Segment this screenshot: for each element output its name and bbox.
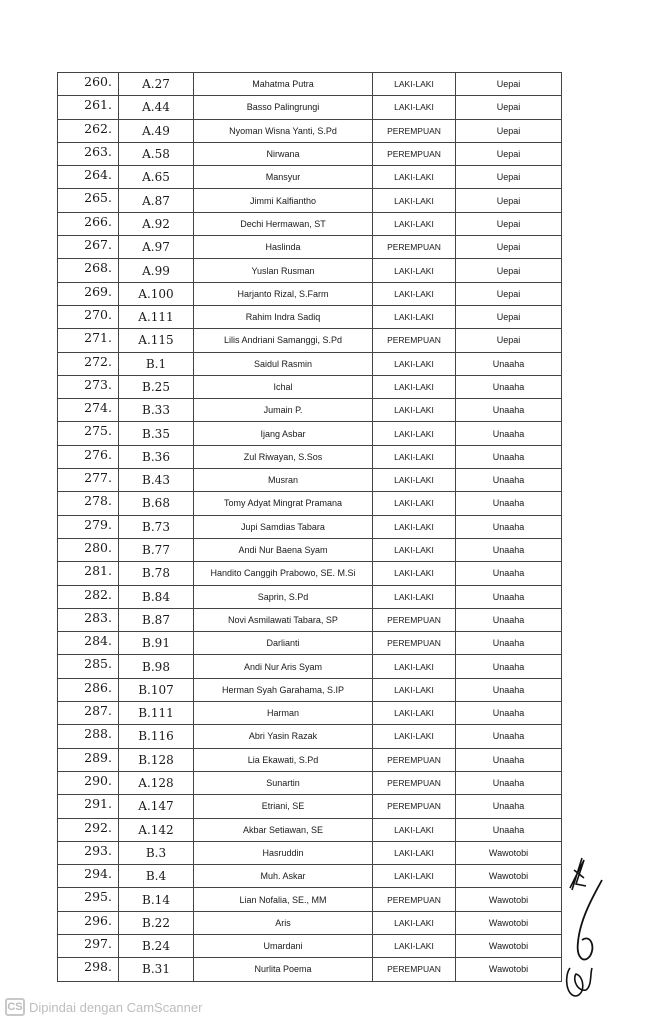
table-row (58, 119, 562, 142)
row-name: Andi Nur Baena Syam (194, 538, 373, 561)
row-location: Wawotobi (456, 888, 562, 911)
table-row (58, 329, 562, 352)
row-number: 288. (58, 725, 119, 748)
row-gender: PEREMPUAN (373, 236, 456, 259)
row-name: Nirwana (194, 142, 373, 165)
row-number: 280. (58, 538, 119, 561)
table-row (58, 655, 562, 678)
row-location: Unaaha (456, 655, 562, 678)
row-name: Lilis Andriani Samanggi, S.Pd (194, 329, 373, 352)
row-gender: PEREMPUAN (373, 795, 456, 818)
table-row (58, 702, 562, 725)
table-row (58, 725, 562, 748)
row-code: B.3 (119, 841, 194, 864)
row-code: B.22 (119, 911, 194, 934)
table-row (58, 399, 562, 422)
row-code: B.73 (119, 515, 194, 538)
row-location: Unaaha (456, 748, 562, 771)
table-row (58, 212, 562, 235)
table-row (58, 515, 562, 538)
table-row (58, 795, 562, 818)
row-gender: LAKI-LAKI (373, 585, 456, 608)
row-code: B.25 (119, 375, 194, 398)
table-row (58, 771, 562, 794)
row-location: Uepai (456, 236, 562, 259)
row-location: Uepai (456, 166, 562, 189)
table-row (58, 934, 562, 957)
row-number: 272. (58, 352, 119, 375)
row-code: A.92 (119, 212, 194, 235)
row-location: Wawotobi (456, 958, 562, 981)
row-code: A.115 (119, 329, 194, 352)
row-number: 269. (58, 282, 119, 305)
row-location: Unaaha (456, 352, 562, 375)
row-code: B.1 (119, 352, 194, 375)
row-name: Etriani, SE (194, 795, 373, 818)
row-code: B.33 (119, 399, 194, 422)
table-row (58, 352, 562, 375)
row-gender: PEREMPUAN (373, 958, 456, 981)
row-name: Lia Ekawati, S.Pd (194, 748, 373, 771)
row-code: A.58 (119, 142, 194, 165)
row-number: 264. (58, 166, 119, 189)
row-number: 265. (58, 189, 119, 212)
row-code: A.27 (119, 73, 194, 96)
row-name: Rahim Indra Sadiq (194, 305, 373, 328)
row-gender: LAKI-LAKI (373, 189, 456, 212)
row-gender: LAKI-LAKI (373, 96, 456, 119)
row-code: B.84 (119, 585, 194, 608)
row-gender: LAKI-LAKI (373, 515, 456, 538)
row-gender: PEREMPUAN (373, 771, 456, 794)
row-gender: LAKI-LAKI (373, 655, 456, 678)
row-code: A.99 (119, 259, 194, 282)
row-number: 293. (58, 841, 119, 864)
table-row (58, 142, 562, 165)
handwritten-signature-icon (562, 850, 642, 1000)
row-number: 276. (58, 445, 119, 468)
row-number: 273. (58, 375, 119, 398)
table-row (58, 958, 562, 981)
row-code: A.87 (119, 189, 194, 212)
row-number: 285. (58, 655, 119, 678)
row-number: 271. (58, 329, 119, 352)
row-gender: LAKI-LAKI (373, 492, 456, 515)
row-name: Jimmi Kalfiantho (194, 189, 373, 212)
row-gender: LAKI-LAKI (373, 73, 456, 96)
watermark-text: Dipindai dengan CamScanner (29, 999, 203, 1015)
row-gender: LAKI-LAKI (373, 702, 456, 725)
row-name: Jupi Samdias Tabara (194, 515, 373, 538)
row-code: B.36 (119, 445, 194, 468)
row-code: A.44 (119, 96, 194, 119)
table-row (58, 608, 562, 631)
row-location: Unaaha (456, 771, 562, 794)
row-name: Herman Syah Garahama, S.IP (194, 678, 373, 701)
row-gender: LAKI-LAKI (373, 166, 456, 189)
row-gender: LAKI-LAKI (373, 445, 456, 468)
row-name: Jumain P. (194, 399, 373, 422)
row-gender: PEREMPUAN (373, 632, 456, 655)
row-code: A.128 (119, 771, 194, 794)
row-gender: PEREMPUAN (373, 329, 456, 352)
row-name: Yuslan Rusman (194, 259, 373, 282)
row-location: Wawotobi (456, 934, 562, 957)
row-name: Nyoman Wisna Yanti, S.Pd (194, 119, 373, 142)
row-location: Unaaha (456, 585, 562, 608)
row-gender: LAKI-LAKI (373, 562, 456, 585)
row-gender: PEREMPUAN (373, 608, 456, 631)
table-row (58, 282, 562, 305)
table-row (58, 538, 562, 561)
row-number: 282. (58, 585, 119, 608)
row-gender: LAKI-LAKI (373, 841, 456, 864)
row-location: Unaaha (456, 445, 562, 468)
row-number: 292. (58, 818, 119, 841)
row-name: Harman (194, 702, 373, 725)
table-row (58, 236, 562, 259)
table-row (58, 562, 562, 585)
table-row (58, 375, 562, 398)
table-row (58, 189, 562, 212)
table-row (58, 492, 562, 515)
row-location: Uepai (456, 189, 562, 212)
row-location: Unaaha (456, 422, 562, 445)
row-code: B.111 (119, 702, 194, 725)
row-name: Mahatma Putra (194, 73, 373, 96)
table-row (58, 469, 562, 492)
row-name: Ijang Asbar (194, 422, 373, 445)
row-gender: LAKI-LAKI (373, 422, 456, 445)
row-gender: LAKI-LAKI (373, 305, 456, 328)
row-code: B.107 (119, 678, 194, 701)
row-gender: LAKI-LAKI (373, 538, 456, 561)
row-name: Akbar Setiawan, SE (194, 818, 373, 841)
row-gender: PEREMPUAN (373, 142, 456, 165)
row-number: 298. (58, 958, 119, 981)
row-gender: LAKI-LAKI (373, 678, 456, 701)
row-location: Uepai (456, 212, 562, 235)
row-number: 281. (58, 562, 119, 585)
row-gender: LAKI-LAKI (373, 352, 456, 375)
row-gender: LAKI-LAKI (373, 469, 456, 492)
row-name: Saidul Rasmin (194, 352, 373, 375)
table-row (58, 748, 562, 771)
row-number: 268. (58, 259, 119, 282)
row-code: B.87 (119, 608, 194, 631)
table-row (58, 96, 562, 119)
row-name: Muh. Askar (194, 865, 373, 888)
row-number: 262. (58, 119, 119, 142)
row-code: B.77 (119, 538, 194, 561)
row-location: Unaaha (456, 795, 562, 818)
row-gender: LAKI-LAKI (373, 725, 456, 748)
table-row (58, 585, 562, 608)
row-code: B.31 (119, 958, 194, 981)
row-name: Saprin, S.Pd (194, 585, 373, 608)
row-gender: LAKI-LAKI (373, 934, 456, 957)
row-code: B.43 (119, 469, 194, 492)
table-row (58, 422, 562, 445)
table-body (58, 73, 562, 982)
row-gender: PEREMPUAN (373, 888, 456, 911)
table-row (58, 818, 562, 841)
row-location: Unaaha (456, 702, 562, 725)
row-location: Uepai (456, 119, 562, 142)
row-code: A.49 (119, 119, 194, 142)
row-number: 296. (58, 911, 119, 934)
row-name: Ichal (194, 375, 373, 398)
row-code: A.100 (119, 282, 194, 305)
row-name: Lian Nofalia, SE., MM (194, 888, 373, 911)
row-name: Dechi Hermawan, ST (194, 212, 373, 235)
row-number: 289. (58, 748, 119, 771)
row-number: 286. (58, 678, 119, 701)
row-name: Novi Asmilawati Tabara, SP (194, 608, 373, 631)
row-name: Zul Riwayan, S.Sos (194, 445, 373, 468)
row-gender: LAKI-LAKI (373, 911, 456, 934)
row-code: B.98 (119, 655, 194, 678)
row-location: Unaaha (456, 608, 562, 631)
row-location: Uepai (456, 305, 562, 328)
scanner-watermark (5, 998, 202, 1016)
table-row (58, 678, 562, 701)
row-location: Unaaha (456, 515, 562, 538)
table-row (58, 841, 562, 864)
row-name: Sunartin (194, 771, 373, 794)
row-location: Uepai (456, 96, 562, 119)
row-gender: LAKI-LAKI (373, 259, 456, 282)
row-gender: LAKI-LAKI (373, 282, 456, 305)
row-code: A.65 (119, 166, 194, 189)
row-number: 287. (58, 702, 119, 725)
table-row (58, 305, 562, 328)
row-code: B.35 (119, 422, 194, 445)
table-row (58, 632, 562, 655)
row-number: 277. (58, 469, 119, 492)
row-number: 284. (58, 632, 119, 655)
row-gender: LAKI-LAKI (373, 399, 456, 422)
row-gender: LAKI-LAKI (373, 818, 456, 841)
row-name: Aris (194, 911, 373, 934)
row-code: B.68 (119, 492, 194, 515)
row-number: 261. (58, 96, 119, 119)
table-row (58, 911, 562, 934)
row-gender: LAKI-LAKI (373, 865, 456, 888)
row-name: Darlianti (194, 632, 373, 655)
table-row (58, 166, 562, 189)
row-location: Uepai (456, 282, 562, 305)
row-location: Unaaha (456, 492, 562, 515)
row-location: Wawotobi (456, 865, 562, 888)
row-code: B.14 (119, 888, 194, 911)
row-number: 290. (58, 771, 119, 794)
row-location: Unaaha (456, 818, 562, 841)
table-row (58, 73, 562, 96)
row-location: Unaaha (456, 562, 562, 585)
row-code: B.4 (119, 865, 194, 888)
table-row (58, 445, 562, 468)
row-location: Uepai (456, 73, 562, 96)
row-name: Andi Nur Aris Syam (194, 655, 373, 678)
row-number: 297. (58, 934, 119, 957)
row-number: 291. (58, 795, 119, 818)
row-location: Uepai (456, 329, 562, 352)
row-name: Nurlita Poema (194, 958, 373, 981)
row-gender: PEREMPUAN (373, 119, 456, 142)
row-number: 275. (58, 422, 119, 445)
row-code: A.142 (119, 818, 194, 841)
row-gender: PEREMPUAN (373, 748, 456, 771)
row-number: 279. (58, 515, 119, 538)
row-name: Abri Yasin Razak (194, 725, 373, 748)
row-name: Umardani (194, 934, 373, 957)
row-code: B.78 (119, 562, 194, 585)
row-name: Mansyur (194, 166, 373, 189)
row-location: Unaaha (456, 725, 562, 748)
camscanner-logo-icon: CS (5, 998, 25, 1016)
row-number: 267. (58, 236, 119, 259)
table-row (58, 865, 562, 888)
row-name: Tomy Adyat Mingrat Pramana (194, 492, 373, 515)
row-location: Wawotobi (456, 841, 562, 864)
row-code: A.111 (119, 305, 194, 328)
row-name: Hasruddin (194, 841, 373, 864)
row-number: 278. (58, 492, 119, 515)
row-code: B.116 (119, 725, 194, 748)
row-name: Harjanto Rizal, S.Farm (194, 282, 373, 305)
row-location: Uepai (456, 259, 562, 282)
row-number: 263. (58, 142, 119, 165)
row-number: 274. (58, 399, 119, 422)
row-number: 283. (58, 608, 119, 631)
row-location: Unaaha (456, 375, 562, 398)
row-location: Unaaha (456, 678, 562, 701)
row-code: A.97 (119, 236, 194, 259)
row-code: B.91 (119, 632, 194, 655)
row-number: 270. (58, 305, 119, 328)
row-number: 295. (58, 888, 119, 911)
participant-table (57, 72, 562, 982)
row-code: B.128 (119, 748, 194, 771)
row-code: A.147 (119, 795, 194, 818)
row-gender: LAKI-LAKI (373, 375, 456, 398)
row-number: 294. (58, 865, 119, 888)
row-number: 260. (58, 73, 119, 96)
table-row (58, 259, 562, 282)
row-gender: LAKI-LAKI (373, 212, 456, 235)
row-name: Haslinda (194, 236, 373, 259)
row-location: Unaaha (456, 399, 562, 422)
row-location: Unaaha (456, 632, 562, 655)
row-name: Musran (194, 469, 373, 492)
row-location: Wawotobi (456, 911, 562, 934)
row-location: Uepai (456, 142, 562, 165)
row-name: Basso Palingrungi (194, 96, 373, 119)
table-row (58, 888, 562, 911)
row-name: Handito Canggih Prabowo, SE. M.Si (194, 562, 373, 585)
row-number: 266. (58, 212, 119, 235)
row-code: B.24 (119, 934, 194, 957)
row-location: Unaaha (456, 469, 562, 492)
row-location: Unaaha (456, 538, 562, 561)
